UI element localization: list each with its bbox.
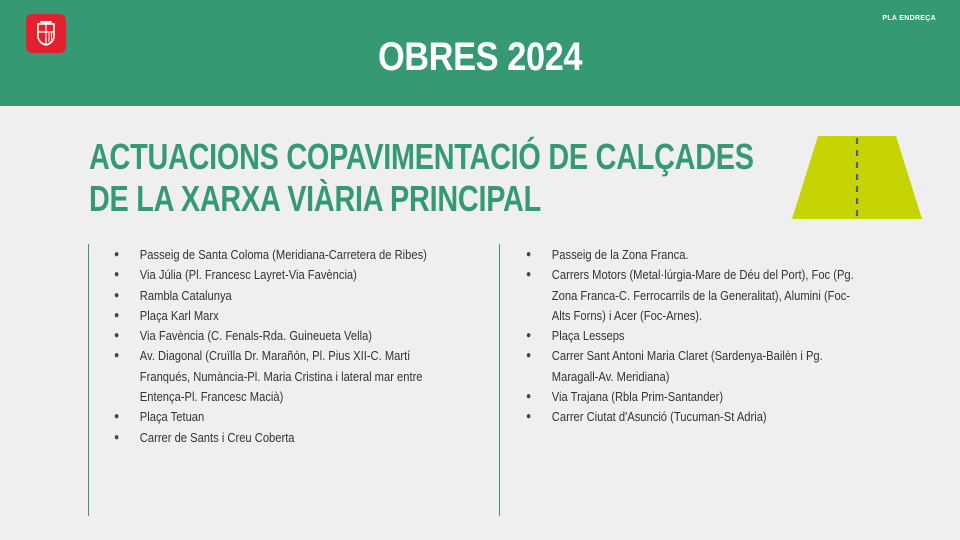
- bullet-icon: ●: [526, 350, 532, 362]
- section-title: [89, 136, 754, 220]
- column-divider-left: [88, 244, 89, 516]
- section-title-line-2: DE LA XARXA VIÀRIA PRINCIPAL: [89, 178, 541, 219]
- works-list-right: [526, 245, 906, 428]
- list-item: ● Passeig de Santa Coloma (Meridiana-Carretera de Ribes): [114, 245, 449, 265]
- bullet-icon: ●: [526, 391, 532, 403]
- list-item: ● Via Favència (C. Fenals-Rda. Guineueta Vella): [114, 326, 449, 346]
- list-item: ● Passeig de la Zona Franca.: [526, 245, 861, 265]
- list-item: ● Plaça Karl Marx: [114, 306, 449, 326]
- bullet-icon: ●: [114, 411, 120, 423]
- list-item: ● Carrer de Sants i Creu Coberta: [114, 428, 449, 448]
- bullet-icon: ●: [114, 330, 120, 342]
- list-item: ● Carrers Motors (Metal·lúrgia-Mare de Déu del Port), Foc (Pg. Zona Franca-C. Ferrocarrils de la Generalitat), Alumini (Foc-Alts Forns) i Acer (Foc-Arnes).: [526, 267, 854, 323]
- bullet-icon: ●: [114, 249, 120, 260]
- list-item: ● Carrer Ciutat d'Asunció (Tucuman-St Adria): [526, 407, 861, 427]
- list-item: ● Plaça Tetuan: [114, 407, 449, 427]
- barcelona-shield-icon: [26, 14, 66, 53]
- bullet-icon: ●: [114, 431, 120, 443]
- bullet-icon: ●: [526, 330, 532, 342]
- column-divider-middle: [499, 244, 500, 516]
- section-title-line-1: ACTUACIONS COPAVIMENTACIÓ DE CALÇADES: [89, 136, 754, 177]
- list-item: ● Plaça Lesseps: [526, 326, 861, 346]
- list-item: ● Rambla Catalunya: [114, 286, 449, 306]
- bullet-icon: ●: [526, 249, 532, 260]
- bullet-icon: ●: [114, 309, 120, 321]
- bullet-icon: ●: [526, 269, 532, 281]
- works-list-left: [114, 245, 494, 448]
- bullet-icon: ●: [526, 411, 532, 423]
- list-item: ● Via Trajana (Rbla Prim-Santander): [526, 387, 861, 407]
- header-banner: [0, 0, 960, 106]
- list-item: ● Carrer Sant Antoni Maria Claret (Sardenya-Bailèn i Pg. Maragall-Av. Meridiana): [526, 348, 823, 384]
- bullet-icon: ●: [114, 269, 120, 281]
- list-item: ● Av. Diagonal (Cruïlla Dr. Marañón, Pl. Pius XII-C. Martí Franqués, Numància-Pl. Maria Cristina i lateral mar entre Entença-Pl. Francesc Macià): [114, 348, 423, 405]
- bullet-icon: ●: [114, 289, 120, 301]
- road-icon: [792, 136, 923, 224]
- list-item: ● Via Júlia (Pl. Francesc Layret-Via Favència): [114, 265, 449, 285]
- plan-tag: PLA ENDREÇA: [882, 15, 936, 22]
- page-title: OBRES 2024: [377, 35, 583, 79]
- bullet-icon: ●: [114, 350, 120, 362]
